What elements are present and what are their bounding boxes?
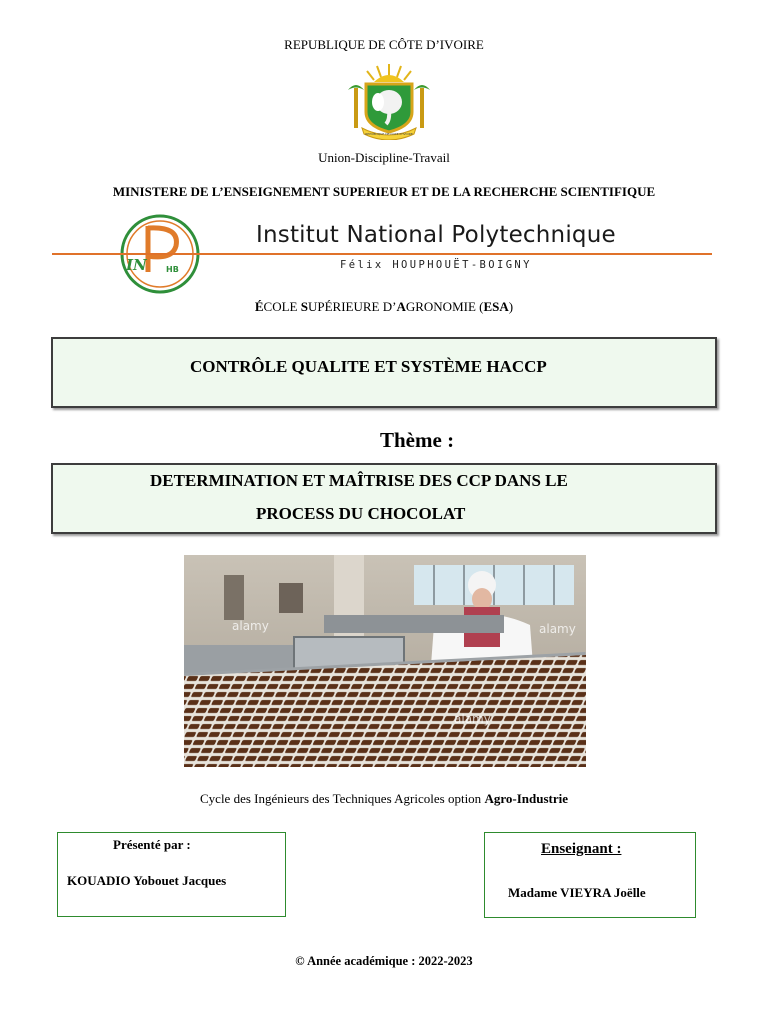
school-part-uperieure: UPÉRIEURE D’ <box>307 299 397 314</box>
school-initial-s: S <box>300 299 308 314</box>
institute-subtitle: Félix HOUPHOUËT-BOIGNY <box>340 259 532 271</box>
program-option: Agro-Industrie <box>484 791 568 806</box>
school-initial-e: É <box>254 299 264 314</box>
ministry-heading: MINISTERE DE L’ENSEIGNEMENT SUPERIEUR ET DE LA RECHERCHE SCIENTIFIQUE <box>112 184 656 199</box>
national-motto: Union-Discipline-Travail <box>318 150 450 165</box>
program-description <box>0 791 768 807</box>
institute-name: Institut National Polytechnique <box>256 222 616 248</box>
theme-title-line-1: DETERMINATION ET MAÎTRISE DES CCP DANS LE <box>150 471 568 490</box>
institute-divider <box>52 253 712 255</box>
theme-label: Thème : <box>380 428 455 452</box>
photo-watermark-2: alamy <box>539 622 576 636</box>
photo-watermark-1: alamy <box>232 619 269 633</box>
school-part-cole: COLE <box>263 299 301 314</box>
school-name <box>0 299 768 315</box>
chocolate-production-line-photo <box>184 555 586 767</box>
theme-title-line-2: PROCESS DU CHOCOLAT <box>256 504 466 523</box>
photo-watermark-3: alamy <box>454 712 491 726</box>
inp-logo-hb-text: HB <box>166 265 179 274</box>
presenter-label: Présenté par : <box>113 837 191 852</box>
school-abbreviation: ESA <box>483 299 509 314</box>
course-title: CONTRÔLE QUALITE ET SYSTÈME HACCP <box>190 357 547 376</box>
coat-of-arms-banner-text: REPUBLIQUE DE COTE D'IVOIRE <box>365 132 413 136</box>
ivory-coast-coat-of-arms-icon <box>348 62 430 140</box>
inp-logo-text: IN <box>126 256 147 274</box>
presenter-name: KOUADIO Yobouet Jacques <box>67 873 227 888</box>
school-part-gronomie: GRONOMIE ( <box>405 299 484 314</box>
school-initial-a: A <box>396 299 406 314</box>
program-prefix: Cycle des Ingénieurs des Techniques Agricoles option <box>200 791 485 806</box>
school-part-close: ) <box>508 299 514 314</box>
academic-year: © Année académique : 2022-2023 <box>295 954 473 968</box>
teacher-name: Madame VIEYRA Joëlle <box>508 885 646 900</box>
republic-heading: REPUBLIQUE DE CÔTE D’IVOIRE <box>284 37 484 52</box>
teacher-label: Enseignant : <box>541 841 622 857</box>
